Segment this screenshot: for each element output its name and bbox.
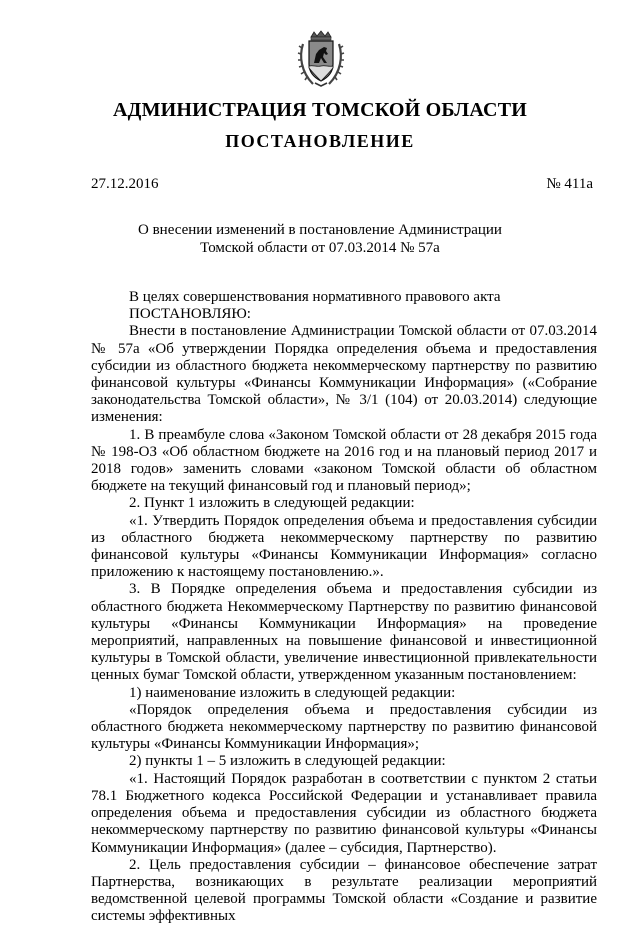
paragraph-item-3-1-text: «Порядок определения объема и предоставления субсидии из областного бюджета некоммерческому партнерству по развитию финансовой культуры «Финансы Коммуникации Информация»; — [91, 701, 597, 753]
paragraph-item-2-text: «1. Утвердить Порядок определения объема и предоставления субсидии из областного бюджета некоммерческому партнерству по развитию финансовой культуры «Финансы Коммуникации Информация» согласно приложению к настоящему постановлению.». — [91, 512, 597, 581]
coat-of-arms-icon — [297, 30, 345, 88]
paragraph-order-2: 2. Цель предоставления субсидии – финансовое обеспечение затрат Партнерства, возникающих в результате реализации мероприятий ведомственной целевой программы Томской области «Создание и развитие системы эффективных — [91, 856, 597, 925]
paragraph-item-2: 2. Пункт 1 изложить в следующей редакции: — [129, 495, 415, 512]
paragraph-amend: Внести в постановление Администрации Томской области от 07.03.2014 № 57а «Об утверждении Порядка определения объема и предоставления субсидии из областного бюджета некоммерческому партнерству по развитию финансовой культуры «Финансы Коммуникации Информация» («Собрание законодательства Томской области», № 3/1 (104) от 20.03.2014) следующие изменения: — [91, 323, 597, 426]
paragraph-item-1: 1. В преамбуле слова «Законом Томской области от 28 декабря 2015 года № 198-ОЗ «Об областном бюджете на 2016 год и на плановый период 2017 и 2018 годов» заменить словами «законом Томской области об областном бюджете на текущий финансовый год и плановый период»; — [91, 426, 597, 495]
subject-line-2: Томской области от 07.03.2014 № 57а — [200, 240, 440, 256]
organization-title: АДМИНИСТРАЦИЯ ТОМСКОЙ ОБЛАСТИ — [112, 99, 528, 121]
paragraph-order-1: «1. Настоящий Порядок разработан в соответствии с пунктом 2 статьи 78.1 Бюджетного кодекса Российской Федерации и устанавливает правила определения объема и предоставления субсидии из областного бюджета некоммерческому партнерству по развитию финансовой культуры «Финансы Коммуникации Информация» (далее – субсидия, Партнерство). — [91, 770, 597, 856]
paragraph-resolve: ПОСТАНОВЛЯЮ: — [129, 306, 251, 323]
document-number: № 411а — [546, 176, 593, 192]
document-subject — [0, 221, 640, 257]
paragraph-item-3: 3. В Порядке определения объема и предоставления субсидии из областного бюджета Некоммерческому Партнерству по развитию финансовой культуры «Финансы Коммуникации Информация» на проведение мероприятий, направленных на повышение финансовой и инвестиционной культуры в Томской области, увеличение инвестиционной привлекательности ценных бумаг Томской области, утвержденном указанным постановлением: — [91, 581, 597, 684]
paragraph-item-3-2: 2) пункты 1 – 5 изложить в следующей редакции: — [129, 753, 446, 770]
document-date: 27.12.2016 — [91, 176, 159, 192]
document-body — [91, 289, 597, 926]
subject-line-1: О внесении изменений в постановление Администрации — [138, 222, 502, 238]
document-type-title: ПОСТАНОВЛЕНИЕ — [225, 131, 415, 151]
paragraph-item-3-1: 1) наименование изложить в следующей редакции: — [129, 684, 456, 701]
paragraph-intro: В целях совершенствования нормативного правового акта — [129, 289, 501, 305]
